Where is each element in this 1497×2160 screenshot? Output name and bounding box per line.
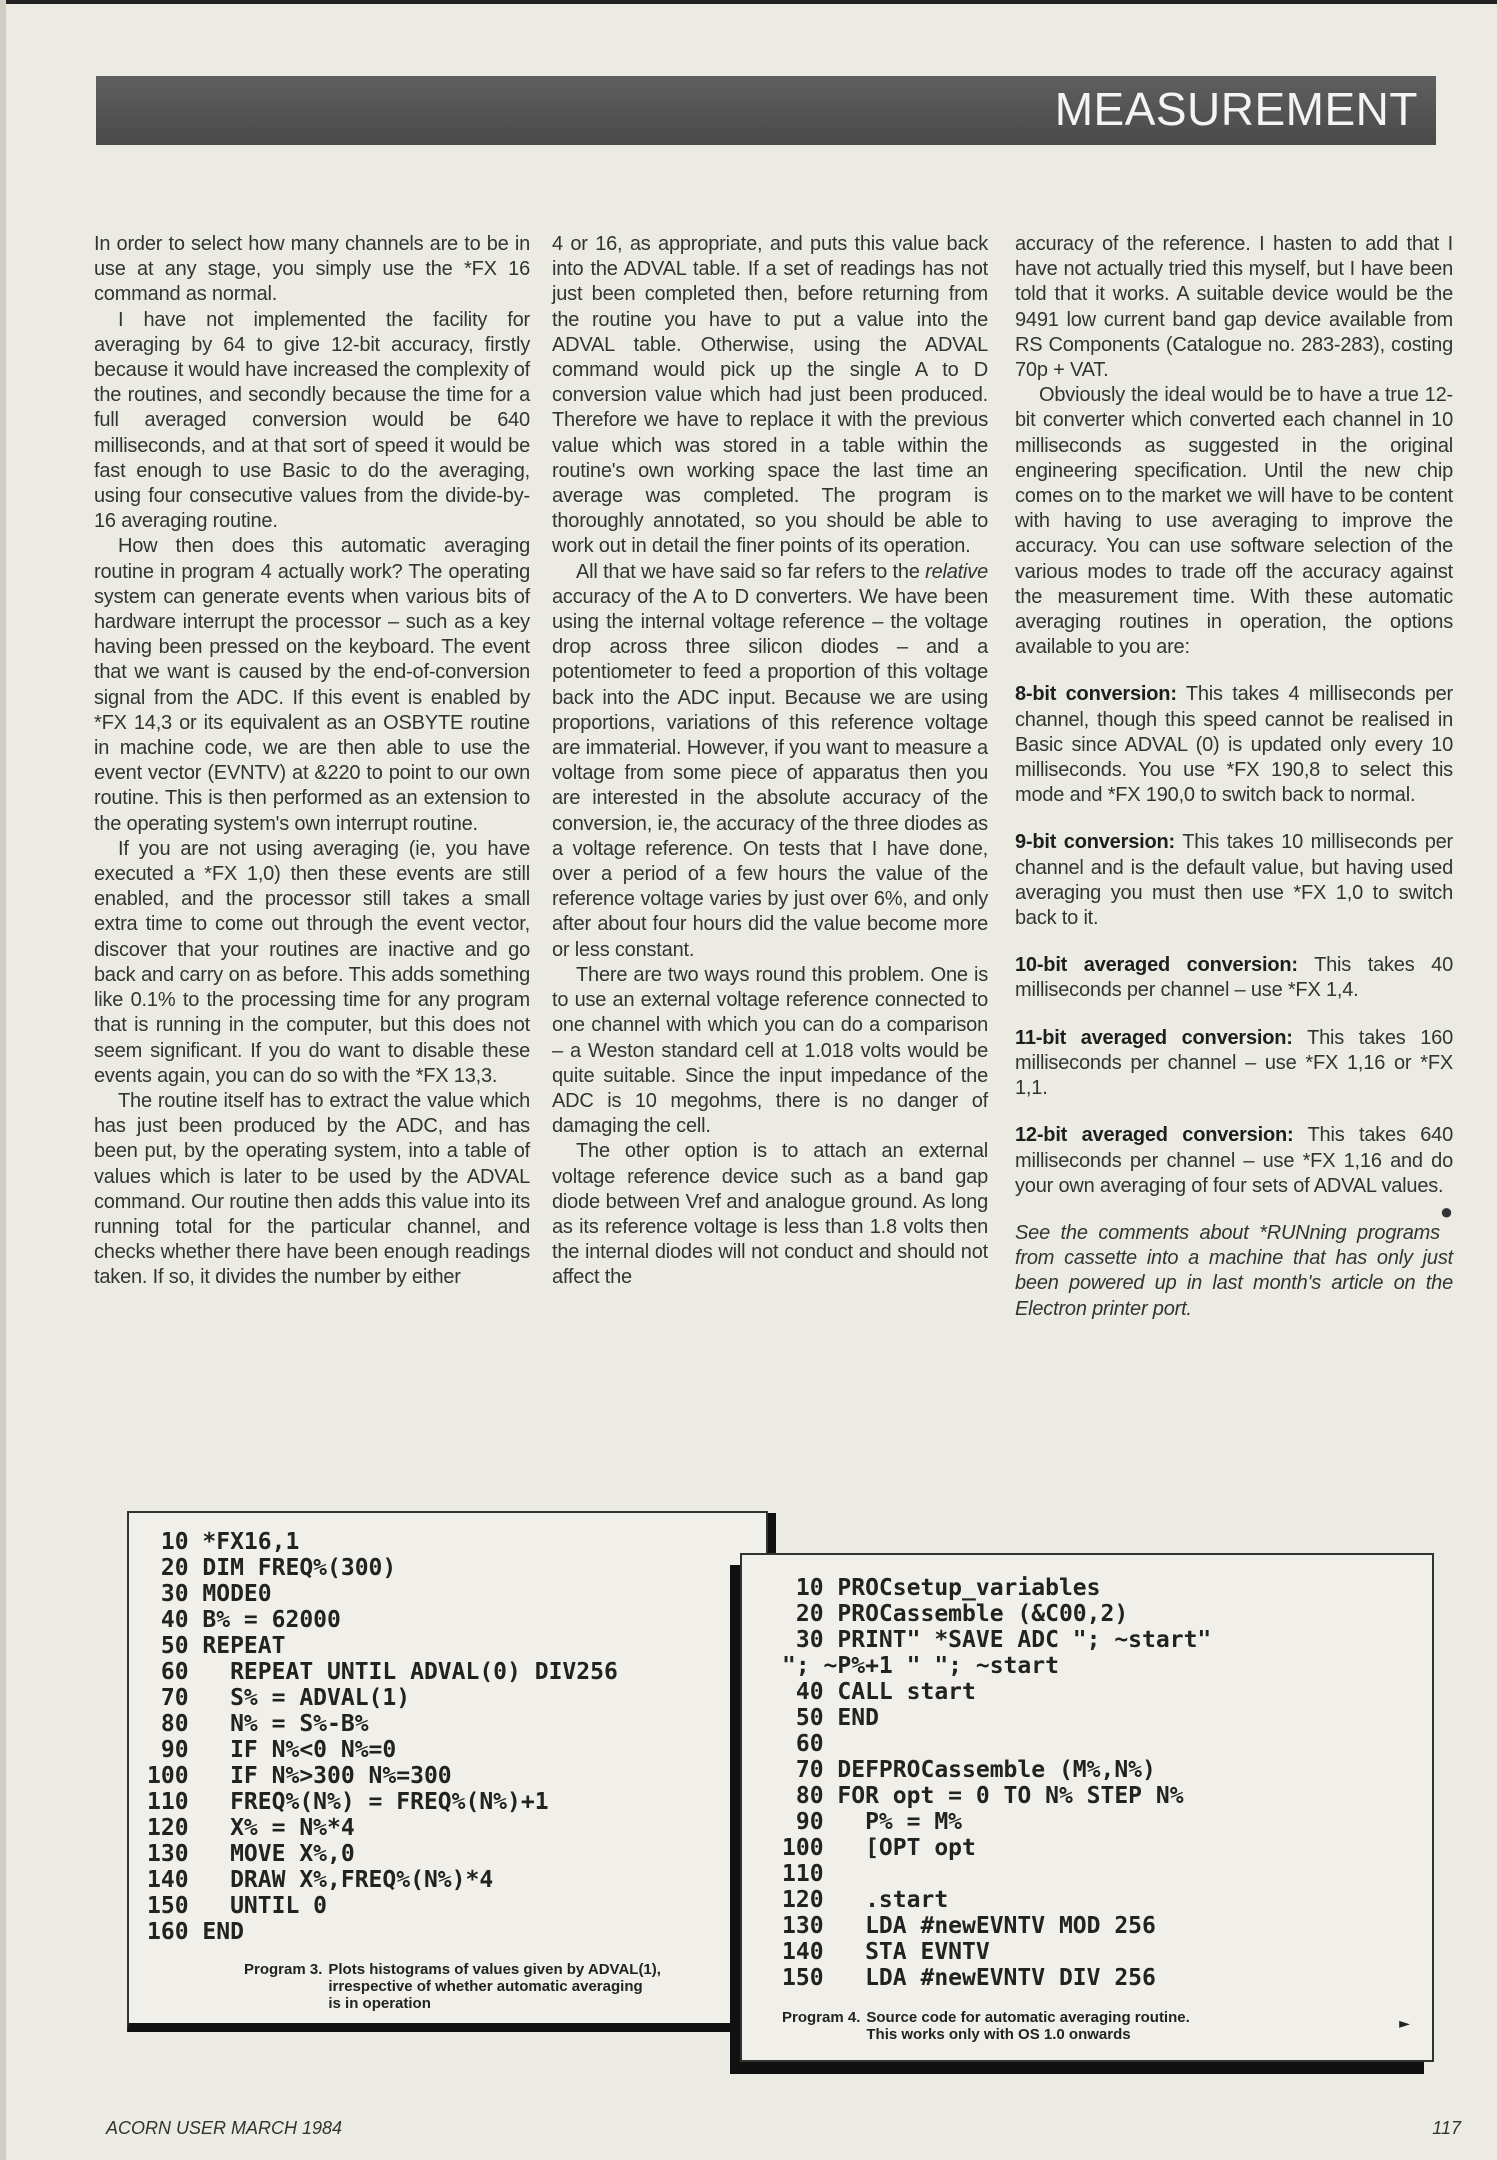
code-line: 150 UNTIL 0 <box>147 1893 328 1919</box>
paragraph <box>552 560 988 963</box>
program-3-caption <box>244 1961 661 2012</box>
paragraph: I have not implemented the facility for averaging by 64 to give 12-bit accuracy, firstly because it would have increased the complexity of the routines, and secondly because the time for a full averaged conversion would be 640 milliseconds, and at that sort of speed it would be fast enough to use Basic to do the averaging, using four consecutive values from the divide-by-16 averaging routine. <box>94 308 531 533</box>
code-line: 100 IF N%>300 N%=300 <box>147 1763 452 1789</box>
footer-page-number: 117 <box>1432 2118 1461 2138</box>
emphasis: relative <box>925 560 988 583</box>
code-line: 20 DIM FREQ%(300) <box>147 1555 397 1581</box>
paragraph: If you are not using averaging (ie, you have executed a *FX 1,0) then these events are still enabled, and the processor still takes a small extra time to come out through the event vector, discover that your routines are inactive and go back and carry on as before. This adds something like 0.1% to the processing time for any program that is running in the computer, but this does not seem significant. If you do want to disable these events again, you can do so with the *FX 13,3. <box>94 837 530 1087</box>
section-title: MEASUREMENT <box>1054 83 1418 135</box>
code-line: 90 P% = M% <box>782 1809 963 1835</box>
code-line: 140 DRAW X%,FREQ%(N%)*4 <box>147 1867 494 1893</box>
code-line: 140 STA EVNTV <box>782 1939 990 1965</box>
code-line: 40 B% = 62000 <box>147 1607 341 1633</box>
code-line: 100 [OPT opt <box>782 1835 976 1861</box>
text-run: accuracy of the A to D converters. We have been using the internal voltage reference – the voltage drop across three silicon diodes – and a potentiometer to feed a proportion of this voltage back into the ADC input. Because we are using proportions, variations of this reference voltage are immaterial. However, if you want to measure a voltage from some piece of apparatus then you are interested in the absolute accuracy of the conversion, ie, the accuracy of the three diodes as a voltage reference. On tests that I have done, over a period of a few hours the value of the reference voltage varies by just over 6%, and only after about four hours did the value become more or less constant. <box>552 585 988 961</box>
paragraph: In order to select how many channels are to be in use at any stage, you simply use the *FX 16 command as normal. <box>94 233 530 306</box>
paragraph: 4 or 16, as appropriate, and puts this value back into the ADVAL table. If a set of readings has not just been completed then, before returning from the routine you have to put a value into the ADVAL table. Otherwise, using the ADVAL command would pick up the single A to D conversion value which had just been produced. Therefore we have to replace it with the previous value which was stored in a table within the routine's own working space the last time an average was completed. The program is thoroughly annotated, so you should be able to work out in detail the finer points of its operation. <box>552 233 988 558</box>
end-of-article-bullet-icon: ● <box>1439 1198 1453 1224</box>
option-title: 8-bit conversion: <box>1015 683 1177 706</box>
option-text: This takes 10 milliseconds per channel and is the default value, but having used averaging you must then use *FX 1,0 to switch back to it. <box>1015 831 1454 930</box>
caption-line: irrespective of whether automatic averaging <box>328 1978 643 1995</box>
code-line: 30 PRINT" *SAVE ADC "; ~start" <box>782 1627 1212 1653</box>
code-line: 60 <box>782 1731 824 1757</box>
code-block <box>782 1575 1432 1991</box>
option-12bit <box>1015 1123 1454 1224</box>
code-line: 70 S% = ADVAL(1) <box>147 1685 411 1711</box>
option-title: 11-bit averaged conversion: <box>1015 1026 1293 1049</box>
code-line: 110 <box>782 1861 824 1887</box>
option-text: This takes 4 milliseconds per channel, though this speed cannot be realised in Basic since ADVAL (0) is updated only every 10 milliseconds. You use *FX 190,8 to select this mode and *FX 190,0 to switch back to normal. <box>1015 683 1454 807</box>
code-line: 40 CALL start <box>782 1679 976 1705</box>
option-8bit <box>1015 682 1453 808</box>
page-top-rule <box>0 0 1497 4</box>
option-title: 10-bit averaged conversion: <box>1015 954 1298 977</box>
code-line: 130 MOVE X%,0 <box>147 1841 355 1867</box>
code-line: 160 END <box>147 1919 244 1945</box>
footer-publication: ACORN USER MARCH 1984 <box>106 2118 343 2138</box>
editor-note <box>1015 1221 1453 1322</box>
section-header-bar <box>96 76 1436 145</box>
option-10bit <box>1015 953 1453 1003</box>
caption-line: Source code for automatic averaging routine. <box>866 2009 1190 2026</box>
code-line: 50 REPEAT <box>147 1633 286 1659</box>
caption-line: This works only with OS 1.0 onwards <box>866 2026 1131 2043</box>
code-line: 120 X% = N%*4 <box>147 1815 355 1841</box>
code-line: 50 END <box>782 1705 879 1731</box>
code-line: 80 FOR opt = 0 TO N% STEP N% <box>782 1783 1184 1809</box>
code-line: 80 N% = S%-B% <box>147 1711 369 1737</box>
program-3-listing <box>127 1511 768 2032</box>
caption-label: Program 4. <box>782 2009 861 2026</box>
paragraph: The routine itself has to extract the value which has just been produced by the ADC, and has been put, by the operating system, into a table of values which is later to be used by the ADVAL command. Our routine then adds this value into its running total for the particular channel, and checks whether there have been enough readings taken. If so, it divides the number by either <box>94 1089 530 1289</box>
code-line: 10 PROCsetup_variables <box>782 1575 1101 1601</box>
code-block <box>147 1529 766 1945</box>
option-text: This takes 160 milliseconds per channel – use *FX 1,16 or *FX 1,1. <box>1015 1026 1453 1100</box>
article-column-3 <box>1015 232 1453 1322</box>
caption-text <box>328 1961 661 2012</box>
option-text: This takes 640 milliseconds per channel – use *FX 1,16 and do your own averaging of four sets of ADVAL values. <box>1015 1124 1454 1197</box>
code-line: 60 REPEAT UNTIL ADVAL(0) DIV256 <box>147 1659 618 1685</box>
code-line: 30 MODE0 <box>147 1581 272 1607</box>
option-title: 9-bit conversion: <box>1015 831 1175 854</box>
code-line: 150 LDA #newEVNTV DIV 256 <box>782 1965 1156 1991</box>
caption-text <box>866 2009 1189 2043</box>
code-line: 10 *FX16,1 <box>147 1529 300 1555</box>
text-run: All that we have said so far refers to the <box>576 560 926 583</box>
program-4-listing <box>740 1553 1434 2062</box>
option-title: 12-bit averaged conversion: <box>1015 1124 1294 1147</box>
code-line: 20 PROCassemble (&C00,2) <box>782 1601 1129 1627</box>
paragraph: accuracy of the reference. I hasten to add that I have not actually tried this myself, but I have been told that it works. A suitable device would be the 9491 low current band gap device available from RS Components (Catalogue no. 283-283), costing 70p + VAT. <box>1015 233 1453 382</box>
program-4-caption <box>782 2009 1190 2043</box>
article-column-1 <box>94 232 530 1291</box>
paragraph: How then does this automatic averaging routine in program 4 actually work? The operating system can generate events when various bits of hardware interrupt the processor – such as a key having been pressed on the keyboard. The event that we want is caused by the end-of-conversion signal from the ADC. If this event is enabled by *FX 14,3 or its equivalent as an OSBYTE routine in machine code, we are then able to use the event vector (EVNTV) at &220 to point to our own routine. This is then performed as an extension to the operating system's own interrupt routine. <box>94 535 530 835</box>
code-line: 70 DEFPROCassemble (M%,N%) <box>782 1757 1156 1783</box>
code-line: "; ~P%+1 " "; ~start <box>782 1653 1059 1679</box>
note-text: See the comments about *RUNning programs from cassette into a machine that has only just been powered up in last month's article on the Electron printer port. <box>1015 1221 1453 1320</box>
caption-line: is in operation <box>328 1995 431 2012</box>
continued-arrow-icon: ► <box>1399 2013 1410 2034</box>
paragraph: Obviously the ideal would be to have a true 12-bit converter which converted each channel in 10 milliseconds as suggested in the original engineering specification. Until the new chip comes on to the market we will have to be content with having to use averaging to improve the accuracy. You can use software selection of the various modes to trade off the accuracy against the measurement time. With these automatic averaging routines in operation, the options available to you are: <box>1015 384 1453 659</box>
option-11bit <box>1015 1026 1453 1102</box>
option-9bit <box>1015 830 1453 931</box>
code-line: 110 FREQ%(N%) = FREQ%(N%)+1 <box>147 1789 549 1815</box>
article-column-2 <box>552 232 988 1291</box>
caption-label: Program 3. <box>244 1961 323 1978</box>
page-binding-edge <box>0 0 6 2160</box>
paragraph: The other option is to attach an external voltage reference device such as a band gap diode between Vref and analogue ground. As long as its reference voltage is less than 1.8 volts then the internal diodes will not conduct and should not affect the <box>552 1140 988 1289</box>
option-text: This takes 40 milliseconds per channel – use *FX 1,4. <box>1015 954 1453 1002</box>
paragraph: There are two ways round this problem. One is to use an external voltage reference connected to one channel with which you can do a comparison – a Weston standard cell at 1.018 volts would be quite suitable. Since the input impedance of the ADC is 10 megohms, there is no danger of damaging the cell. <box>552 963 988 1138</box>
code-line: 90 IF N%<0 N%=0 <box>147 1737 397 1763</box>
code-line: 130 LDA #newEVNTV MOD 256 <box>782 1913 1156 1939</box>
caption-line: Plots histograms of values given by ADVAL(1), <box>328 1961 661 1978</box>
code-line: 120 .start <box>782 1887 949 1913</box>
